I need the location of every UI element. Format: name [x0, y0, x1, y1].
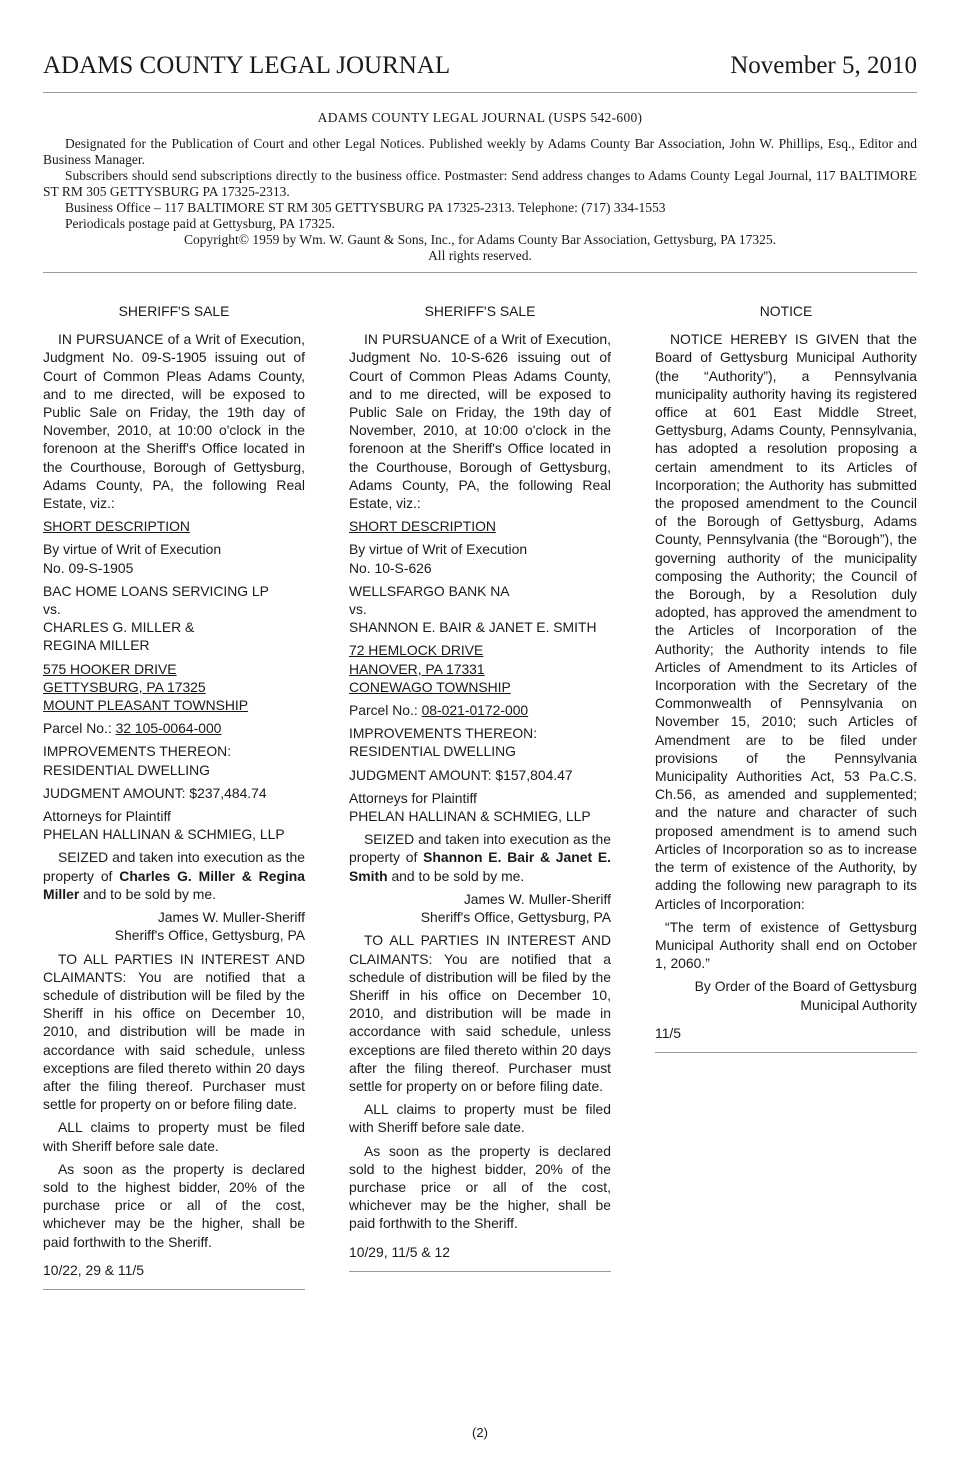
- sale2-address1: 72 HEMLOCK DRIVE: [349, 642, 484, 659]
- sale1-judgment: JUDGMENT AMOUNT: $237,484.74: [43, 784, 267, 801]
- sale1-writ-line2: No. 09-S-1905: [43, 559, 134, 576]
- sale1-sheriff-name: James W. Muller-Sheriff: [157, 909, 305, 926]
- sale2-improvements2: RESIDENTIAL DWELLING: [349, 743, 516, 760]
- sale2-defendant1: SHANNON E. BAIR & JANET E. SMITH: [349, 619, 597, 636]
- sale2-all-claims: ALL claims to property must be filed with Sheriff before sale date.: [349, 1101, 611, 1136]
- masthead-rule: [43, 92, 917, 93]
- sale2-short-description: SHORT DESCRIPTION: [349, 518, 496, 535]
- sale2-as-soon: As soon as the property is declared sold to the highest bidder, 20% of the purchase price or all of the cost, whichever may be the higher, shall be paid forthwith to the Sheriff.: [349, 1142, 611, 1232]
- sale2-intro: IN PURSUANCE of a Writ of Execution, Judgment No. 10-S-626 issuing out of Court of Common Pleas Adams County, and to me directed, will be exposed to Public Sale on Friday, the 19th day of November, 2010, at 10:00 o'clock in the forenoon at the Sheriff's Office located in the Courthouse, Borough of Gettysburg, Adams County, PA, the following Real Estate, viz.:: [349, 331, 611, 512]
- sale1-attorneys2: PHELAN HALLINAN & SCHMIEG, LLP: [43, 826, 285, 843]
- sale1-vs: vs.: [43, 601, 61, 618]
- sale2-attorneys1: Attorneys for Plaintiff: [349, 789, 477, 806]
- notice-end-rule: [655, 1052, 917, 1053]
- sale1-seized: [43, 848, 305, 903]
- sale1-improvements2: RESIDENTIAL DWELLING: [43, 761, 210, 778]
- sale1-seized-pre: SEIZED and taken into execution as the property of: [43, 849, 305, 884]
- sale2-seized-pre: SEIZED and taken into execution as the property of: [349, 831, 611, 866]
- sale2-seized-post: and to be sold by me.: [387, 867, 525, 884]
- page-number: (2): [472, 1425, 488, 1440]
- notice-by-order-line2: Municipal Authority: [800, 996, 917, 1013]
- sale2-sheriff-office: Sheriff's Office, Gettysburg, PA: [420, 909, 611, 926]
- sale2-claimants: TO ALL PARTIES IN INTEREST AND CLAIMANTS: You are notified that a schedule of distribution will be filed by the Sheriff in his office on December 10, 2010, and distribution will be made in accordance with said schedule, unless exceptions are filed thereto within 20 days after the filing thereof. Purchaser must settle for property on or before filing date.: [349, 932, 611, 1094]
- sale2-township: CONEWAGO TOWNSHIP: [349, 678, 511, 695]
- sale2-vs: vs.: [349, 601, 367, 618]
- sale1-township: MOUNT PLEASANT TOWNSHIP: [43, 697, 249, 714]
- sale2-seized: [349, 830, 611, 885]
- sale2-parcel: [349, 701, 611, 719]
- sale2-parcel-number: 08-021-0172-000: [421, 702, 529, 719]
- sale1-parcel: [43, 719, 305, 737]
- sheriff-sale-2: [349, 302, 611, 1272]
- usps-line: ADAMS COUNTY LEGAL JOURNAL (USPS 542-600): [317, 110, 643, 125]
- sale2-address2: HANOVER, PA 17331: [349, 660, 485, 677]
- notice-body: NOTICE HEREBY IS GIVEN that the Board of Gettysburg Municipal Authority (the “Authority”), a Pennsylvania municipality authority having its registered office at 601 East Middle Street, Gettysburg, Adams County, Pennsylvania, has adopted a resolution proposing a certain amendment to its Articles of Incorporation; the Authority has submitted the proposed amendment to the Council of the Borough of Gettysburg, Adams County, Pennsylvania (the “Borough”), the governing authority of the municipality composing the Authority; the Council of the Borough, by a Resolution duly adopted, has approved the amendment to the Articles of Incorporation of the Authority; the Authority intends to file Articles of Amendment to its Articles of Incorporation with the Secretary of the Commonwealth of Pennsylvania on November 15, 2010; such Articles of Amendment are to be filed under provisions of the Pennsylvania Municipality Authorities Act, 53 Pa.C.S. Ch.56, as amended and supplemented; and the nature and character of such proposed amendment is to amend such Articles of Incorporation so as to increase the term of existence of the Authority, by adding the following new paragraph to its Articles of Incorporation:: [655, 331, 917, 912]
- sale2-judgment: JUDGMENT AMOUNT: $157,804.47: [349, 766, 573, 783]
- sale2-sheriff-name: James W. Muller-Sheriff: [463, 890, 611, 907]
- sale1-address1: 575 HOOKER DRIVE: [43, 660, 177, 677]
- sale1-attorneys1: Attorneys for Plaintiff: [43, 808, 171, 825]
- rights-text: All rights reserved.: [428, 248, 532, 263]
- sale1-seized-name: Charles G. Miller & Regina Miller: [43, 867, 305, 902]
- sale2-heading: SHERIFF'S SALE: [424, 303, 536, 319]
- journal-title: ADAMS COUNTY LEGAL JOURNAL: [43, 52, 451, 79]
- sale1-heading: SHERIFF'S SALE: [118, 303, 230, 319]
- notice-heading: NOTICE: [759, 303, 813, 319]
- sale1-all-claims: ALL claims to property must be filed with Sheriff before sale date.: [43, 1119, 305, 1154]
- sale1-short-description: SHORT DESCRIPTION: [43, 518, 190, 535]
- sale1-as-soon: As soon as the property is declared sold to the highest bidder, 20% of the purchase price or all of the cost, whichever may be the higher, shall be paid forthwith to the Sheriff.: [43, 1160, 305, 1250]
- sale2-improvements1: IMPROVEMENTS THEREON:: [349, 725, 538, 742]
- masthead: [43, 52, 917, 86]
- sale1-parcel-label: Parcel No.:: [43, 720, 116, 737]
- sale1-parcel-number: 32 105-0064-000: [115, 720, 222, 737]
- sale1-defendant2: REGINA MILLER: [43, 637, 150, 654]
- sale2-parcel-label: Parcel No.:: [349, 702, 422, 719]
- sale1-seized-post: and to be sold by me.: [79, 885, 216, 902]
- sale2-plaintiff: WELLSFARGO BANK NA: [349, 582, 510, 599]
- sale1-plaintiff: BAC HOME LOANS SERVICING LP: [43, 582, 269, 599]
- sale1-improvements1: IMPROVEMENTS THEREON:: [43, 743, 232, 760]
- sale2-attorneys2: PHELAN HALLINAN & SCHMIEG, LLP: [349, 808, 591, 825]
- sale1-intro: IN PURSUANCE of a Writ of Execution, Judgment No. 09-S-1905 issuing out of Court of Common Pleas Adams County, and to me directed, will be exposed to Public Sale on Friday, the 19th day of November, 2010, at 10:00 o'clock in the forenoon at the Sheriff's Office located in the Courthouse, Borough of Gettysburg, Adams County, PA, the following Real Estate, viz.:: [43, 331, 305, 512]
- sale1-sheriff-office: Sheriff's Office, Gettysburg, PA: [114, 927, 305, 944]
- sale1-writ-line1: By virtue of Writ of Execution: [43, 541, 222, 558]
- sale2-writ-line1: By virtue of Writ of Execution: [349, 541, 528, 558]
- notice: [655, 302, 917, 1053]
- notice-dates: 11/5: [655, 1024, 682, 1041]
- sale2-seized-name: Shannon E. Bair & Janet E. Smith: [349, 849, 611, 884]
- periodicals-text: Periodicals postage paid at Gettysburg, PA 17325.: [65, 216, 335, 231]
- business-office-text: Business Office – 117 BALTIMORE ST RM 305 GETTYSBURG PA 17325-2313. Telephone: (717) 334-1553: [65, 200, 666, 215]
- sale2-dates: 10/29, 11/5 & 12: [349, 1243, 450, 1260]
- sheriff-sale-1: [43, 302, 305, 1290]
- sale2-writ-line2: No. 10-S-626: [349, 559, 432, 576]
- sale2-end-rule: [349, 1271, 611, 1272]
- issue-date: November 5, 2010: [730, 52, 917, 79]
- notice-quote: “The term of existence of Gettysburg Municipal Authority shall end on October 1, 2060.”: [655, 918, 917, 972]
- subscribers-text: Subscribers should send subscriptions directly to the business office. Postmaster: Send address changes to Adams County Legal Journal, 117 BALTIMORE ST RM 305 GETTYSBURG PA 17325-2313.: [43, 168, 917, 199]
- sale1-end-rule: [43, 1289, 305, 1290]
- publication-info: [43, 110, 917, 264]
- info-rule: [43, 272, 917, 273]
- sale1-claimants: TO ALL PARTIES IN INTEREST AND CLAIMANTS: You are notified that a schedule of distribution will be filed by the Sheriff in his office on December 10, 2010, and distribution will be made in accordance with said schedule, unless exceptions are filed thereto within 20 days after the filing thereof. Purchaser must settle for property on or before filing date.: [43, 950, 305, 1113]
- sale1-dates: 10/22, 29 & 11/5: [43, 1261, 144, 1278]
- designated-text: Designated for the Publication of Court and other Legal Notices. Published weekly by Adams County Bar Association, John W. Phillips, Esq., Editor and Business Manager.: [43, 136, 917, 167]
- sale1-address2: GETTYSBURG, PA 17325: [43, 678, 206, 695]
- notice-by-order-line1: By Order of the Board of Gettysburg: [694, 978, 917, 995]
- copyright-text: Copyright© 1959 by Wm. W. Gaunt & Sons, Inc., for Adams County Bar Association, Gettysburg, PA 17325.: [183, 232, 777, 247]
- sale1-defendant1: CHARLES G. MILLER &: [43, 619, 195, 636]
